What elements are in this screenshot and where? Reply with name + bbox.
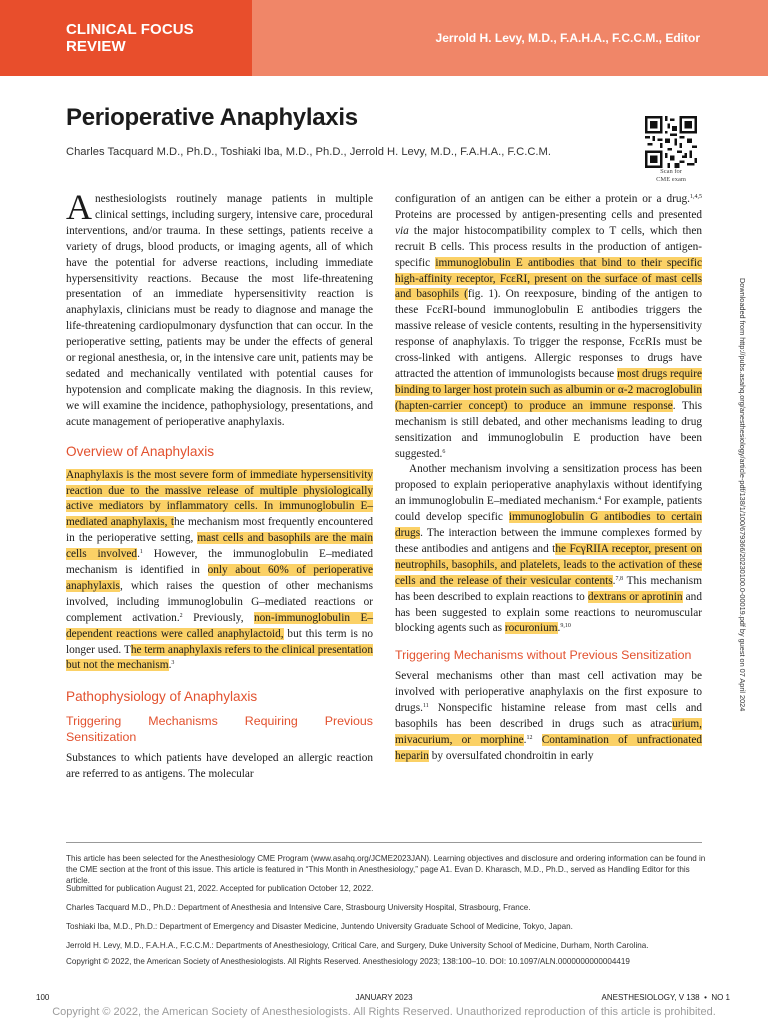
highlight: immunoglobulin E antibodies that bind to their specific high-affinity receptor, FcεRI, present on the surface of mast cells and basophils ( — [395, 256, 702, 301]
qr-code-icon[interactable] — [643, 116, 699, 168]
highlight: mast cells and basophils are the main cells involved — [66, 532, 373, 561]
text-run — [532, 734, 541, 746]
issue-date: JANUARY 2023 — [355, 993, 413, 1002]
highlight: urium, mivacurium, or morphine — [395, 718, 702, 746]
footnote-affiliation-3: Jerrold H. Levy, M.D., F.A.H.A., F.C.C.M.: Departments of Anesthesiology, Critical Care, and Surgery, Duke University School of Medicine, Durham, North Carolina. — [66, 941, 649, 950]
text-run: Several mechanisms other than mast cell activation may be involved with perioperative anaphylaxis on the first exposure to drugs. — [395, 670, 702, 715]
highlight: he term anaphylaxis refers to the clinical presentation but not the mechanism — [66, 643, 373, 672]
citation[interactable]: 1 — [139, 549, 143, 556]
citation[interactable]: 2 — [179, 612, 183, 619]
highlight: immunoglobulin G antibodies to certain drugs — [395, 511, 702, 540]
text-run: For example, patients could develop specific — [395, 495, 702, 524]
footnote-divider — [66, 842, 702, 843]
citation[interactable]: 7,8 — [615, 575, 623, 582]
footnote-copyright: Copyright © 2022, the American Society of Anesthesiologists. All Rights Reserved. Anesthesiology 2023; 138:100–10. DOI: 10.1097/ALN.0000000000004419 — [66, 957, 630, 966]
text-run: . — [523, 734, 527, 746]
page-number: 100 — [36, 993, 50, 1002]
highlight: dextrans or aprotinin — [587, 590, 683, 603]
overview-paragraph — [66, 468, 373, 675]
text-run: he mechanism most frequently encountered in the perioperative setting, — [66, 516, 373, 545]
text-run: . — [612, 574, 616, 587]
text-run: configuration of an antigen can be either a protein or a drug. — [395, 193, 690, 205]
footnote-submitted: Submitted for publication August 21, 2022. Accepted for publication October 12, 2022. — [66, 884, 374, 893]
text-run: Previously, — [182, 611, 254, 624]
subheading-triggering-no-sensitization: Triggering Mechanisms without Previous Sensitization — [395, 648, 692, 663]
text-run: This mechanism has been described to explain reactions to — [395, 574, 702, 603]
editor-credit: Jerrold H. Levy, M.D., F.A.H.A., F.C.C.M., Editor — [252, 0, 768, 76]
citation[interactable]: 4 — [598, 496, 602, 503]
footnote-affiliation-1: Charles Tacquard M.D., Ph.D.: Department of Anesthesia and Intensive Care, Strasbourg University Hospital, Strasbourg, France. — [66, 903, 531, 912]
body-column-right — [395, 192, 702, 765]
text-run: . — [557, 622, 561, 635]
highlight: most drugs require binding to larger host protein such as albumin or α-2 macroglobulin (hapten-carrier concept) to produce an immune response — [395, 367, 703, 412]
copyright-watermark: Copyright © 2022, the American Society of Anesthesiologists. All Rights Reserved. Unauthorized reproduction of this article is prohibited. — [52, 1006, 716, 1018]
qr-caption — [630, 168, 712, 184]
text-run: and has been suggested to explain some reactions to neuromuscular blocking agents such as — [395, 590, 702, 635]
drop-cap: A — [66, 187, 92, 227]
section-label: CLINICAL FOCUS REVIEW — [0, 0, 252, 76]
author-list: Charles Tacquard M.D., Ph.D., Toshiaki Iba, M.D., Ph.D., Jerrold H. Levy, M.D., F.A.H.A., F.C.C.M. — [66, 146, 551, 158]
highlight: only about 60% of perioperative anaphylaxis — [66, 564, 374, 592]
header-banner — [0, 0, 768, 76]
citation[interactable]: 6 — [442, 448, 446, 455]
text-run: . The interaction between the immune complexes formed by these antibodies and antigens and t — [395, 527, 702, 555]
citation[interactable]: 9,10 — [560, 623, 571, 630]
heading-pathophysiology: Pathophysiology of Anaphylaxis — [66, 689, 258, 705]
download-side-note — [737, 278, 747, 748]
citation[interactable]: 3 — [171, 660, 175, 667]
nonspecific-paragraph — [395, 669, 702, 764]
text-run: . — [168, 659, 172, 672]
text-run: . — [137, 548, 140, 561]
journal-reference: ANESTHESIOLOGY, V 138 • NO 1 — [601, 993, 730, 1002]
text-run: Proteins are processed by antigen-presenting cells and presented — [395, 208, 702, 221]
body-column-left — [66, 187, 374, 783]
highlight: non-immunoglobulin E–dependent reactions were called anaphylactoid, — [66, 611, 373, 640]
sensitization-paragraph — [395, 462, 702, 637]
text-run: Another mechanism involving a sensitization process has been proposed to explain perioperative anaphylaxis without identifying an immunoglobulin E–mediated mechanism. — [395, 463, 702, 508]
highlight: Contamination of unfractionated heparin — [395, 734, 702, 762]
highlight: Anaphylaxis is the most severe form of immediate hypersensitivity reaction due to the massive release of multiple physiologically active mediators by inflammatory cells. In immunoglobulin E–mediated anaphylaxis, t — [66, 468, 373, 529]
text-run: by oversulfated chondroitin in early — [428, 749, 594, 762]
subheading-triggering-sensitization: Triggering Mechanisms Requiring Previous Sensitization — [66, 714, 373, 745]
footnote-cme: This article has been selected for the Anesthesiology CME Program (www.asahq.org/JCME2023JAN). Learning objectives and disclosure and ordering information can be found in the CME section at the front of this issue. This article is featured in “This Month in Anesthesiology,” page A1. Evan D. Kharasch, M.D., Ph.D., served as Handling Editor for this article. — [66, 854, 706, 885]
text-run: . This mechanism is still debated, and other mechanisms leading to drug sensitization and immunoglobulin E production have been suggested. — [395, 399, 702, 460]
citation[interactable]: 1,4,5 — [690, 194, 702, 200]
article-title: Perioperative Anaphylaxis — [66, 104, 358, 131]
text-run: Nonspecific histamine release from mast cells and basophils has been described in drugs such as atrac — [395, 702, 702, 731]
antigen-paragraph — [395, 192, 702, 462]
footnote-affiliation-2: Toshiaki Iba, M.D., Ph.D.: Department of Emergency and Disaster Medicine, Juntendo University Graduate School of Medicine, Tokyo, Japan. — [66, 922, 573, 931]
qr-caption-line-2: CME exam — [656, 176, 686, 183]
text-run: fig. 1). On reexposure, binding of the antigen to these FcεRI-bound immunoglobulin E antibodies triggers the massive release of vesicle contents, resulting in the hypersensitivity response of anaphylaxis. To trigger the response, FcεRIs must be cross-linked with antigens. Allergic responses to drugs have attracted the attention of immunologists because — [395, 288, 702, 380]
intro-text: nesthesiologists routinely manage patients in multiple clinical settings, including surgery, intensive care, procedural interventions, and/or trauma. In these settings, patients receive a variety of drugs, blood products, or imaging agents, all of which have the potential for adverse reactions, including immediate hypersensitivity reactions. Because the most life-threatening presentation of an immediate hypersensitivity reaction is anaphylaxis, clinicians must be ready to diagnose and manage the life-threatening cardiopulmonary dysfunction that can occur. In the perioperative setting, patients may be under the effects of general or regional anesthesia, or, in the intensive care unit, patients may be sedated and mechanically ventilated with potential causes for hypotension and complicate making the diagnosis. In this review, we will examine the incidence, pathophysiology, presentations, and acute management of perioperative anaphylaxis. — [66, 193, 373, 428]
citation[interactable]: 11 — [422, 703, 429, 710]
qr-caption-line-1: Scan for — [660, 168, 682, 175]
download-note-text: Downloaded from http://pubs.asahq.org/anesthesiology/article-pdf/138/1/100/679366/20230100.0-00019.pdf by guest on 07 April 2024 — [738, 278, 747, 712]
intro-paragraph — [66, 187, 373, 431]
text-run: However, the immunoglobulin E–mediated mechanism is identified in — [66, 548, 373, 577]
italic-text: via — [395, 224, 409, 237]
text-run: the major histocompatibility complex to T cells, which then recruit B cells. This process results in the production of antigen-specific — [395, 224, 702, 269]
citation[interactable]: 12 — [526, 735, 533, 741]
text-run: but this term is no longer used. T — [66, 627, 373, 656]
heading-overview: Overview of Anaphylaxis — [66, 443, 215, 459]
highlight: he FcγRIIA receptor, present on neutrophils, basophils, and platelets, leads to the activation of these cells and the release of their vesicular contents — [395, 542, 702, 587]
triggering-paragraph-start: Substances to which patients have developed an allergic reaction are referred to as antigens. The molecular — [66, 752, 373, 781]
text-run: , which raises the question of other mechanisms involved, including immunoglobulin G–mediated reactions or complement activation. — [66, 579, 373, 624]
highlight: rocuronium — [504, 622, 558, 635]
